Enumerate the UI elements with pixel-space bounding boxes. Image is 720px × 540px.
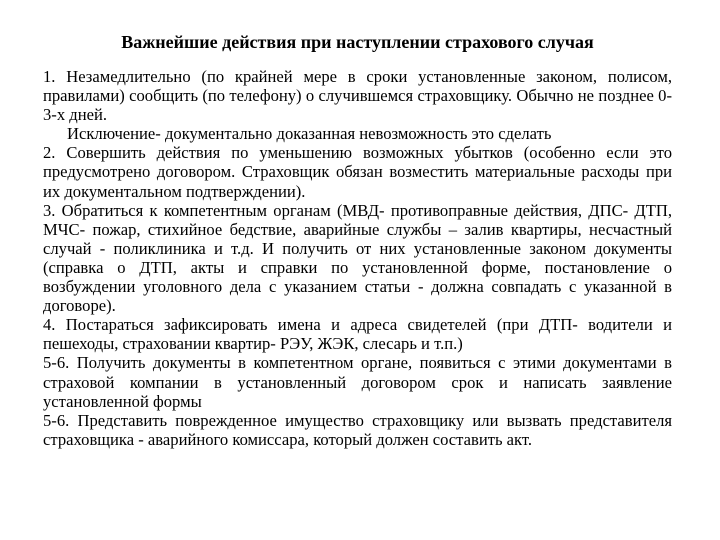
paragraph-notify-insurer: 1. Незамедлительно (по крайней мере в сроки установленные законом, полисом, правилами) сообщить (по телефону) о случившемся страховщику. Обычно не позднее 0- 3-х дней. [43, 67, 672, 125]
document-title: Важнейшие действия при наступлении страхового случая [121, 32, 594, 52]
paragraph-present-property: 5-6. Представить поврежденное имущество страховщику или вызвать представителя страховщика - аварийного комиссара, который должен составить акт. [43, 410, 672, 449]
paragraph-reduce-losses: 2. Совершить действия по уменьшению возможных убытков (особенно если это предусмотрено договором. Страховщик обязан возместить материальные расходы при их документальном подтверждении). [43, 143, 672, 201]
paragraph-obtain-documents: 5-6. Получить документы в компетентном органе, появиться с этими документами в страховой компании в установленный договором срок и написать заявление установленной формы [43, 353, 672, 411]
paragraph-record-witnesses: 4. Постараться зафиксировать имена и адреса свидетелей (при ДТП- водители и пешеходы, страховании квартир- РЭУ, ЖЭК, слесарь и т.п.) [43, 315, 672, 354]
document-page [43, 31, 672, 449]
paragraph-exception: Исключение- документально доказанная невозможность это сделать [67, 124, 552, 144]
document-body [43, 67, 672, 449]
paragraph-contact-authorities: 3. Обратиться к компетентным органам (МВД- противоправные действия, ДПС- ДТП, МЧС- пожар, стихийное бедствие, аварийные службы – залив квартиры, несчастный случай - поликлиника и т.д. И получить от них установленные законом документы (справка о ДТП, акты и справки по установленной форме, постановление о возбуждении уголовного дела с указанием статьи - должна совпадать с указанной в договоре). [43, 200, 672, 316]
